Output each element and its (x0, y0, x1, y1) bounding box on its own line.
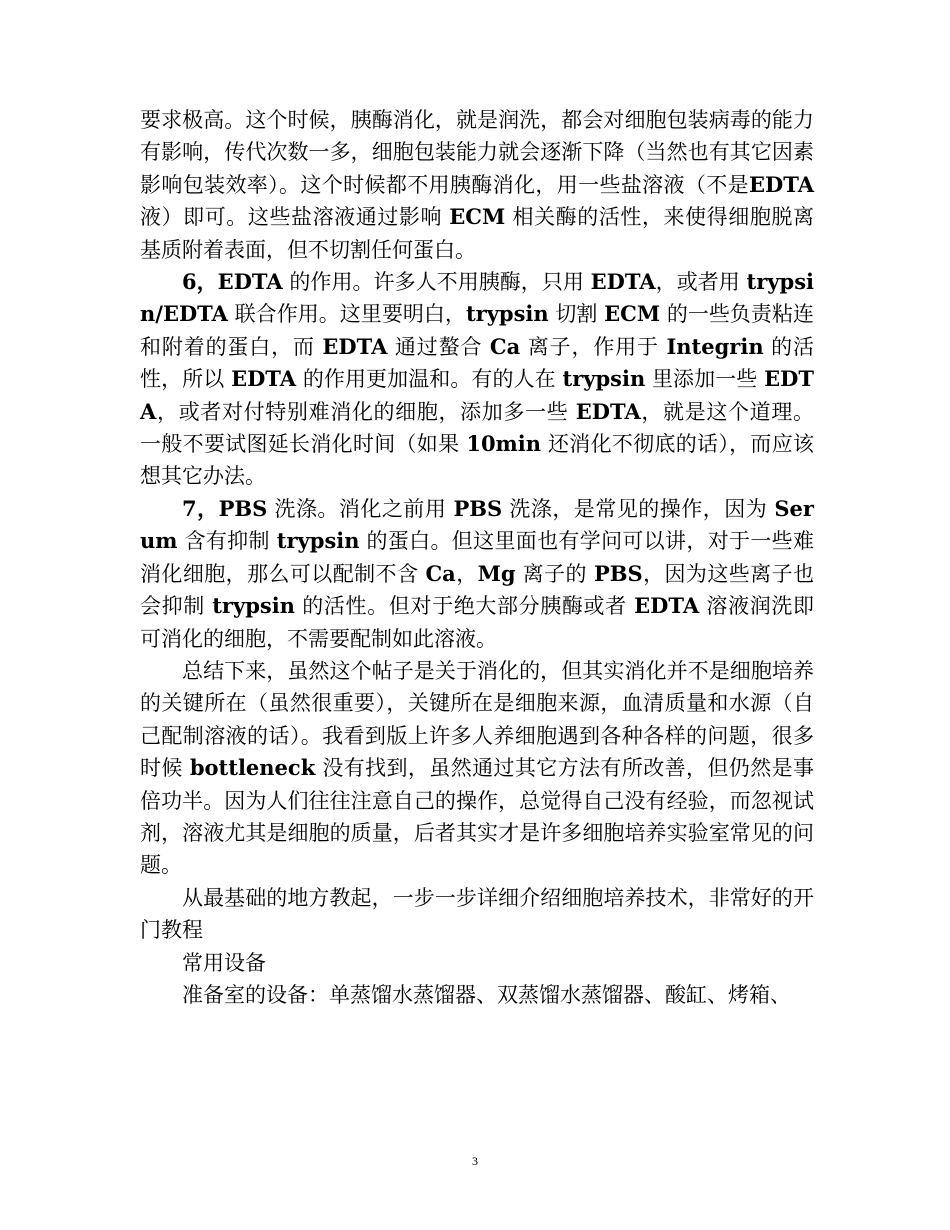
page-number: 3 (472, 1154, 478, 1168)
text-run: 还消化不彻底的话），而应该想其它办法。 (140, 432, 814, 489)
bold-term: EDTA (575, 398, 641, 424)
body-text (140, 104, 814, 1011)
text-run: 洗涤。消化之前用 (267, 496, 454, 521)
bold-term: PBS (453, 495, 503, 521)
text-run: 的活性。但对于绝大部分胰酶或者 (294, 594, 635, 619)
bold-term: EDTA (322, 333, 388, 359)
bold-term: Integrin (666, 333, 764, 359)
text-run: ，因为这些离子也会抑制 (140, 561, 814, 619)
paragraph (140, 104, 814, 266)
paragraph (140, 947, 814, 979)
text-run: 含有抑制 (177, 529, 277, 554)
text-run: ，或者用 (655, 270, 747, 295)
bold-term: bottleneck (189, 755, 316, 781)
text-run: 通过螯合 (387, 334, 490, 359)
text-run: 的蛋白。但这里面也有学问可以讲，对于一些难消化细胞，那么可以配制不含 (140, 529, 814, 586)
text-run: 的一些负责粘连和附着的蛋白，而 (140, 302, 814, 359)
text-run: 洗涤，是常见的操作，因为 (502, 496, 775, 521)
bold-term: Ca (425, 560, 456, 586)
text-run: 里添加一些 (645, 367, 765, 392)
text-run: 溶液润洗即可消化的细胞，不需要配制如此溶液。 (140, 594, 814, 651)
bold-term: EDTA (140, 366, 814, 424)
text-run: ，就是这个道理。一般不要试图延长消化时间（如果 (140, 399, 814, 457)
bold-term: ECM (449, 204, 506, 230)
paragraph (140, 266, 814, 493)
bold-term: EDTA (231, 366, 297, 392)
text-run: ，或者对付特别难消化的细胞，添加多一些 (156, 399, 576, 424)
text-run: 总结下来，虽然这个帖子是关于消化的，但其实消化并不是细胞培养的关键所在（虽然很重要），关键所在是细胞来源，血清质量和水源（自己配制溶液的话）。我看到版上许多人养细胞遇到各种各样的问题，很多时候 (140, 658, 814, 781)
bold-term: 6，EDTA (182, 269, 283, 295)
bold-term: trypsin (562, 366, 646, 392)
bold-term: Mg (477, 560, 516, 586)
bold-term: trypsin (276, 528, 360, 554)
text-run: 没有找到，虽然通过其它方法有所改善，但仍然是事倍功半。因为人们往往注意自己的操作，总觉得自己没有经验，而忽视试剂，溶液尤其是细胞的质量，后者其实才是许多细胞培养实验室常见的问题。 (140, 756, 814, 878)
text-run: ， (455, 561, 478, 586)
bold-term: PBS (593, 560, 643, 586)
paragraph (140, 493, 814, 655)
bold-term: 7，PBS (182, 495, 268, 521)
bold-term: 10min (466, 431, 542, 457)
bold-term: Ca (489, 333, 521, 359)
text-run: 准备室的设备：单蒸馏水蒸馏器、双蒸馏水蒸馏器、酸缸、烤箱、 (182, 982, 791, 1007)
paragraph (140, 979, 814, 1011)
text-run: 的作用。许多人不用胰酶，只用 (282, 270, 591, 295)
text-run: 离子的 (515, 561, 594, 586)
text-run: 离子，作用于 (520, 334, 667, 359)
bold-term: EDTA (634, 593, 700, 619)
bold-term: ECM (604, 301, 661, 327)
text-run: 要求极高。这个时候，胰酶消化，就是润洗，都会对细胞包装病毒的能力有影响，传代次数一多，细胞包装能力就会逐渐下降（当然也有其它因素影响包装效率）。这个时候都不用胰酶消化，用一些盐溶液（不是 (140, 108, 814, 197)
bold-term: trypsin (465, 301, 549, 327)
text-run: 切割 (548, 302, 605, 327)
bold-term: EDTA (749, 171, 814, 197)
text-run: 从最基础的地方教起，一步一步详细介绍细胞培养技术，非常好的开门教程 (140, 885, 814, 943)
paragraph (140, 882, 814, 947)
bold-term: trypsin (212, 593, 295, 619)
text-run: 联合作用。这里要明白， (227, 302, 466, 327)
bold-term: EDTA (590, 269, 656, 295)
paragraph (140, 655, 814, 882)
text-run: 液）即可。这些盐溶液通过影响 (140, 205, 450, 230)
text-run: 的活性，所以 (140, 334, 814, 392)
text-run: 常用设备 (182, 950, 266, 975)
bold-term: Serum (140, 495, 814, 554)
text-run: 的作用更加温和。有的人在 (296, 367, 563, 392)
text-run: 相关酶的活性，来使得细胞脱离基质附着表面，但不切割任何蛋白。 (140, 205, 814, 262)
bold-term: trypsin/EDTA (140, 269, 814, 327)
